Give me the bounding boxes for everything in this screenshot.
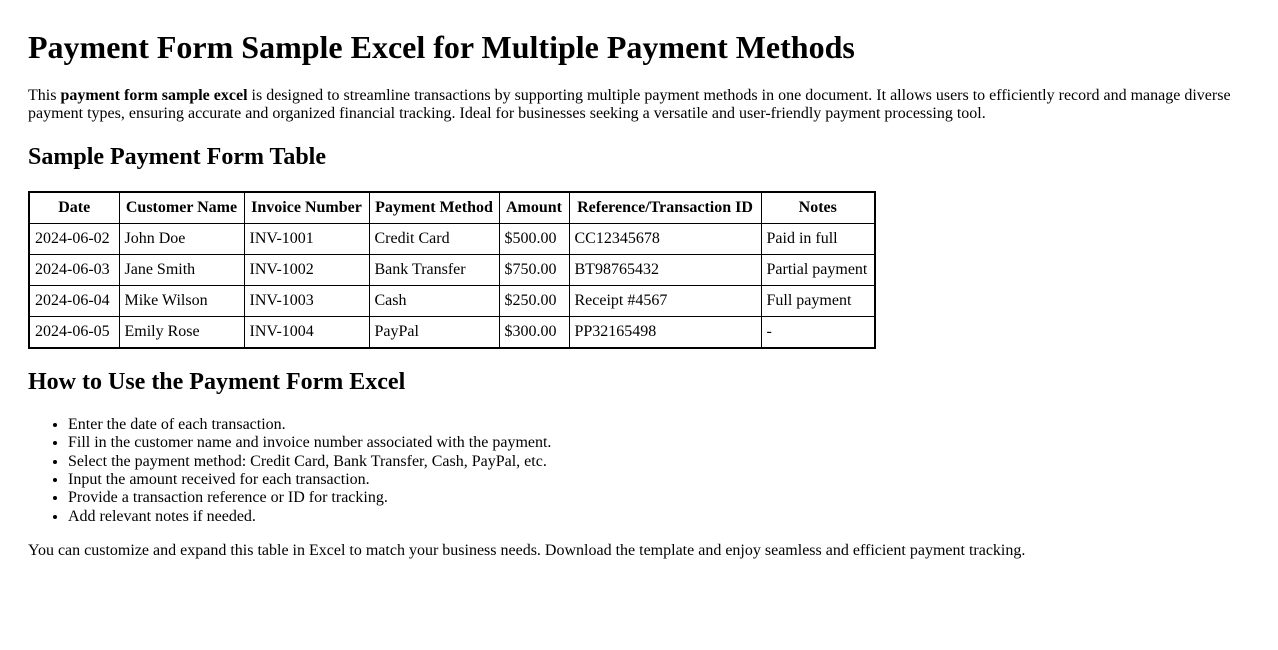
cell-customer-name: Jane Smith	[119, 254, 244, 285]
column-header-reference: Reference/Transaction ID	[569, 192, 761, 224]
cell-payment-method: Cash	[369, 285, 499, 316]
list-item: • Select the payment method: Credit Card, Bank Transfer, Cash, PayPal, etc.	[68, 453, 1250, 471]
column-header-notes: Notes	[761, 192, 875, 224]
list-item: • Fill in the customer name and invoice number associated with the payment.	[68, 434, 1250, 452]
cell-reference: PP32165498	[569, 316, 761, 348]
cell-payment-method: PayPal	[369, 316, 499, 348]
cell-payment-method: Bank Transfer	[369, 254, 499, 285]
column-header-date: Date	[29, 192, 119, 224]
table-section-heading: Sample Payment Form Table	[28, 143, 326, 170]
table-row	[29, 316, 875, 348]
howto-section-heading: How to Use the Payment Form Excel	[28, 368, 406, 395]
cell-reference: Receipt #4567	[569, 285, 761, 316]
cell-amount: $500.00	[499, 223, 569, 254]
footer-paragraph: You can customize and expand this table in Excel to match your business needs. Download the template and enjoy seamless and efficient payment tracking.	[28, 542, 1026, 560]
table-row	[29, 223, 875, 254]
cell-date: 2024-06-05	[29, 316, 119, 348]
intro-suffix: is designed to streamline transactions by supporting multiple payment methods in one document. It allows users to efficiently record and manage diverse payment types, ensuring accurate and organized financial tracking. Ideal for businesses seeking a versatile and user-friendly payment processing tool.	[28, 87, 1231, 123]
payment-table	[28, 191, 876, 349]
cell-date: 2024-06-03	[29, 254, 119, 285]
cell-notes: Paid in full	[761, 223, 875, 254]
cell-customer-name: John Doe	[119, 223, 244, 254]
cell-date: 2024-06-04	[29, 285, 119, 316]
howto-list	[28, 416, 1250, 526]
cell-reference: BT98765432	[569, 254, 761, 285]
cell-date: 2024-06-02	[29, 223, 119, 254]
table-header-row	[29, 192, 875, 224]
column-header-customer-name: Customer Name	[119, 192, 244, 224]
cell-amount: $750.00	[499, 254, 569, 285]
column-header-invoice-number: Invoice Number	[244, 192, 369, 224]
intro-paragraph	[28, 87, 1250, 124]
cell-payment-method: Credit Card	[369, 223, 499, 254]
cell-invoice-number: INV-1003	[244, 285, 369, 316]
cell-notes: -	[761, 316, 875, 348]
cell-notes: Partial payment	[761, 254, 875, 285]
column-header-amount: Amount	[499, 192, 569, 224]
cell-customer-name: Mike Wilson	[119, 285, 244, 316]
column-header-payment-method: Payment Method	[369, 192, 499, 224]
cell-invoice-number: INV-1002	[244, 254, 369, 285]
cell-amount: $300.00	[499, 316, 569, 348]
intro-bold-phrase: payment form sample excel	[60, 87, 248, 104]
cell-invoice-number: INV-1004	[244, 316, 369, 348]
list-item: • Provide a transaction reference or ID for tracking.	[68, 489, 1250, 507]
cell-notes: Full payment	[761, 285, 875, 316]
page-title: Payment Form Sample Excel for Multiple Payment Methods	[28, 29, 855, 65]
table-row	[29, 254, 875, 285]
cell-reference: CC12345678	[569, 223, 761, 254]
cell-amount: $250.00	[499, 285, 569, 316]
list-item: • Input the amount received for each transaction.	[68, 471, 1250, 489]
list-item: • Enter the date of each transaction.	[68, 416, 1250, 434]
table-row	[29, 285, 875, 316]
cell-customer-name: Emily Rose	[119, 316, 244, 348]
list-item: • Add relevant notes if needed.	[68, 508, 1250, 526]
intro-prefix: This	[28, 87, 61, 104]
cell-invoice-number: INV-1001	[244, 223, 369, 254]
